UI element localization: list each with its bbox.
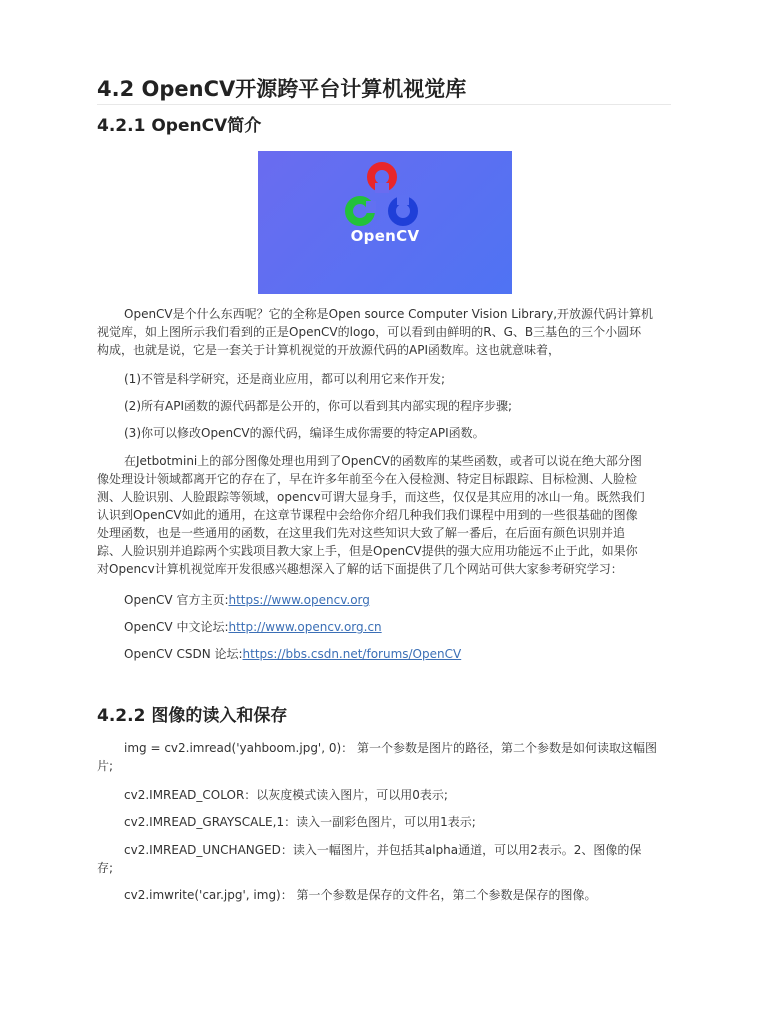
subsection-title-intro: 4.2.1 OpenCV简介 bbox=[97, 116, 262, 136]
jetbot-line: 测、人脸识别、人脸跟踪等领域，opencv可谓大显身手，而这些，仅仅是其应用的冰山一角。既然我们 bbox=[97, 490, 645, 504]
unchanged-line: cv2.IMREAD_UNCHANGED：读入一幅图片，并包括其alpha通道，可以用2表示。2、图像的保 bbox=[124, 843, 642, 857]
link-row-forum bbox=[124, 618, 382, 636]
unchanged-line: 存; bbox=[97, 861, 114, 875]
intro-line: 构成，也就是说，它是一套关于计算机视觉的开放源代码的API函数库。这也就意味着， bbox=[97, 343, 560, 357]
jetbot-line: 在Jetbotmini上的部分图像处理也用到了OpenCV的函数库的某些函数，或者可以说在绝大部分图 bbox=[124, 454, 642, 468]
link-label: OpenCV 中文论坛: bbox=[124, 620, 229, 634]
jetbot-line: 踪、人脸识别并追踪两个实践项目教大家上手，但是OpenCV提供的强大应用功能远不止于此，如果你 bbox=[97, 544, 638, 558]
link-label: OpenCV 官方主页: bbox=[124, 593, 229, 607]
jetbot-line: 认识到OpenCV如此的通用，在这章节课程中会给你介绍几种我们我们课程中用到的一些很基础的图像 bbox=[97, 508, 638, 522]
imwrite-item: cv2.imwrite('car.jpg', img)： 第一个参数是保存的文件名，第二个参数是保存的图像。 bbox=[124, 888, 597, 902]
opencv-official-link[interactable]: https://www.opencv.org bbox=[228, 593, 370, 607]
jetbot-line: 对Opencv计算机视觉库开发很感兴趣想深入了解的话下面提供了几个网站可供大家参考研究学习： bbox=[97, 562, 623, 576]
intro-line: 视觉库，如上图所示我们看到的正是OpenCV的logo，可以看到由鲜明的R、G、B三基色的三个小圆环 bbox=[97, 325, 642, 339]
point-item: (1)不管是科学研究，还是商业应用，都可以利用它来作开发; bbox=[124, 372, 446, 386]
jetbot-line: 像处理设计领域都离开它的存在了，早在许多年前至今在入侵检测、特定目标跟踪、目标检测、人脸检 bbox=[97, 472, 638, 486]
opencv-forum-link[interactable]: http://www.opencv.org.cn bbox=[228, 620, 382, 634]
opencv-logo-text: OpenCV bbox=[350, 227, 420, 245]
jetbot-paragraph bbox=[97, 452, 671, 578]
imread-paragraph bbox=[97, 739, 671, 775]
imread-unchanged-paragraph bbox=[97, 841, 671, 877]
point-item: (3)你可以修改OpenCV的源代码，编译生成你需要的特定API函数。 bbox=[124, 426, 485, 440]
opencv-rings-icon bbox=[258, 151, 512, 294]
link-label: OpenCV CSDN 论坛: bbox=[124, 647, 243, 661]
point-item: (2)所有API函数的源代码都是公开的，你可以看到其内部实现的程序步骤; bbox=[124, 399, 513, 413]
link-row-csdn bbox=[124, 645, 461, 663]
opencv-csdn-link[interactable]: https://bbs.csdn.net/forums/OpenCV bbox=[242, 647, 462, 661]
intro-line: OpenCV是个什么东西呢？它的全称是Open source Computer Vision Library,开放源代码计算机 bbox=[124, 307, 654, 321]
imread-color-item: cv2.IMREAD_COLOR：以灰度模式读入图片，可以用0表示; bbox=[124, 788, 448, 802]
link-row-official bbox=[124, 591, 370, 609]
imread-line: img = cv2.imread('yahboom.jpg', 0)： 第一个参数是图片的路径，第二个参数是如何读取这幅图 bbox=[124, 741, 657, 755]
imread-line: 片; bbox=[97, 759, 114, 773]
jetbot-line: 处理函数，也是一些通用的函数，在这里我们先对这些知识大致了解一番后，在后面有颜色识别并追 bbox=[97, 526, 626, 540]
intro-paragraph bbox=[97, 305, 671, 359]
opencv-logo-image bbox=[258, 151, 512, 294]
subsection-title-io: 4.2.2 图像的读入和保存 bbox=[97, 706, 288, 726]
section-title: 4.2 OpenCV开源跨平台计算机视觉库 bbox=[97, 74, 671, 105]
imread-grayscale-item: cv2.IMREAD_GRAYSCALE,1：读入一副彩色图片，可以用1表示; bbox=[124, 815, 476, 829]
